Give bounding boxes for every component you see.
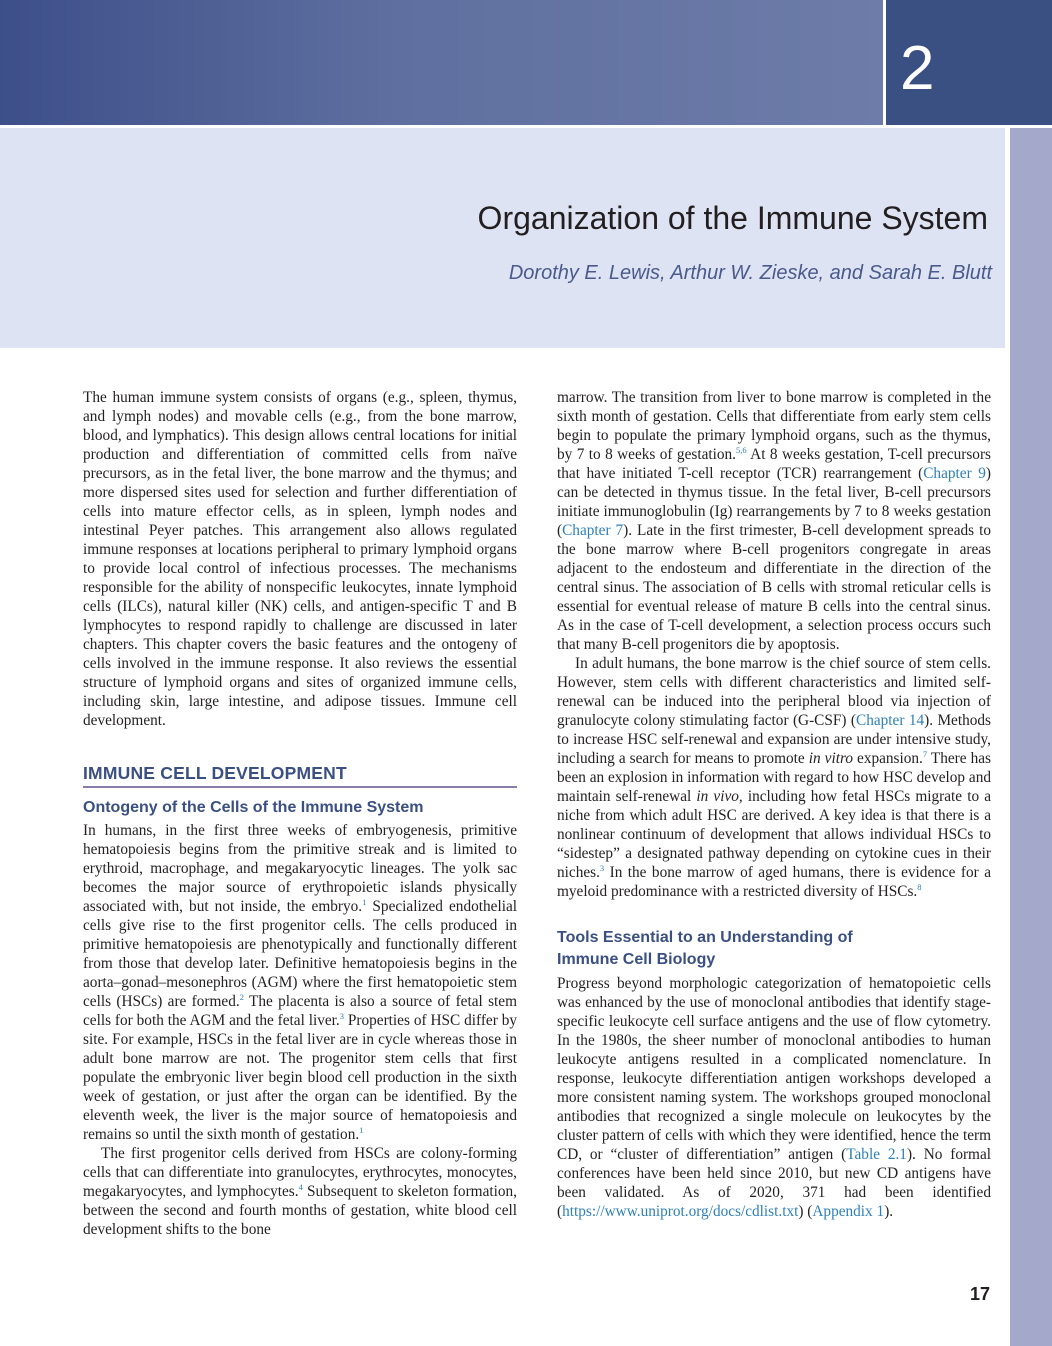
paragraph-ontogeny: In humans, in the first three weeks of embryogenesis, primitive hematopoiesis begins from the primitive streak and is limited to erythroid, macrophage, and megakaryocytic lineages. The yolk sac becomes the major source of erythropoietic islands physically associated with, but not inside, the embryo.$^1$ Specialized endothelial cells give rise to the first progenitor cells. The cells produced in primitive hematopoiesis are phenotypically and functionally different from those that develop later. Definitive hematopoiesis begins in the aorta–gonad–mesonephros (AGM) where the first hematopoietic stem cells (HSCs) are formed.$^2$ The placenta is also a source of fetal stem cells for both the AGM and the fetal liver.$^3$ Properties of HSC differ by site. For example, HSCs in the fetal liver are in cycle whereas those in adult bone marrow are not. The progenitor stem cells that first populate the embryonic liver begin blood cell production in the sixth week of gestation, or just after the organ can be identified. By the eleventh week, the liver is the major source of hematopoiesis and remains so until the sixth month of gestation.$^1$	[83, 822, 518, 1143]
left-column	[83, 388, 517, 1239]
chapter-authors: Dorothy E. Lewis, Arthur W. Zieske, and Sarah E. Blutt	[508, 262, 992, 284]
citation[interactable]: 2	[239, 991, 244, 1002]
citation[interactable]: 4	[298, 1181, 303, 1192]
section-heading: IMMUNE CELL DEVELOPMENT	[83, 764, 517, 788]
paragraph-adult-humans: In adult humans, the bone marrow is the chief source of stem cells. However, stem cells with different characteristics and limited self-renewal can be induced into the peripheral blood via injection of granulocyte colony stimulating factor (G-CSF) (Chapter 14). Methods to increase HSC self-renewal and expansion are under intensive study, including a search for means to promote in vitro expansion.$^7$ There has been an explosion in information with regard to how HSC develop and maintain self-renewal in vivo, including how fetal HSCs migrate to a niche from which adult HSC are derived. A key idea is that there is a nonlinear continuum of development that allows individual HSCs to “sidestep” a designated pathway depending on cytokine cues in their niches.$^3$ In the bone marrow of aged humans, there is evidence for a myeloid predominance with a restricted diversity of HSCs.$^8$	[557, 655, 992, 900]
citation[interactable]: 3	[339, 1010, 344, 1021]
citation[interactable]: 1	[359, 1124, 364, 1135]
chapter-9-link[interactable]: Chapter 9	[923, 465, 986, 482]
citation[interactable]: 1	[362, 896, 367, 907]
page-number: 17	[970, 1284, 991, 1304]
chapter-7-link[interactable]: Chapter 7	[562, 522, 624, 539]
chapter-number-box	[886, 0, 1052, 125]
side-strip	[1010, 128, 1052, 1346]
subheading-tools: Tools Essential to an Understanding of Immune Cell Biology	[557, 929, 853, 968]
citation[interactable]: 3	[599, 862, 605, 873]
appendix-1-link[interactable]: Appendix 1	[812, 1203, 885, 1220]
chapter-14-link[interactable]: Chapter 14	[856, 712, 925, 729]
citation[interactable]: 7	[922, 748, 928, 759]
paragraph-progenitor: The first progenitor cells derived from HSCs are colony-forming cells that can differentiate into granulocytes, erythrocytes, monocytes, megakaryocytes, and lymphocytes.$^4$ Subsequent to skeleton formation, between the second and fourth months of gestation, white blood cell development shifts to the bone	[83, 1145, 517, 1238]
intro-paragraph: The human immune system consists of organs (e.g., spleen, thymus, and lymph nodes) and movable cells (e.g., from the bone marrow, blood, and lymphatics). This design allows central locations for initial production and differentiation of committed cells from naïve precursors, as in the fetal liver, the bone marrow and the thymus; and more dispersed sites used for selection and further differentiation of cells into mature effector cells, as in spleen, lymph nodes and intestinal Peyer patches. This arrangement also allows regulated immune responses at locations peripheral to primary lymphoid organs to provide local control of infectious processes. The mechanisms responsible for the ability of nonspecific leukocytes, innate lymphoid cells (ILCs), natural killer (NK) cells, and antigen-specific T and B lymphocytes to respond rapidly to challenge are discussed in later chapters. This chapter covers the basic features and the ontogeny of cells involved in the immune response. It also reviews the essential structure of lymphoid organs and sites of organized immune cells, including skin, large intestine, and adipose tissues. Immune cell development.	[83, 389, 517, 729]
subheading-ontogeny: Ontogeny of the Cells of the Immune System	[83, 799, 424, 816]
paragraph-tools: Progress beyond morphologic categorization of hematopoietic cells was enhanced by the use of monoclonal antibodies that identify stage-specific leukocyte cell surface antigens and the use of flow cytometry. In the 1980s, the sheer number of monoclonal antibodies to human leukocyte antigens resulted in a complicated nomenclature. In response, leukocyte differentiation antigen workshops developed a more consistent naming system. The workshops grouped monoclonal antibodies that recognized a single molecule on leukocytes by the cluster pattern of cells with which they were identified, hence the term CD, or “cluster of differentiation” antigen (Table 2.1). No formal conferences have been held since 2010, but new CD antigens have been validated. As of 2020, 371 had been identified (https://www.uniprot.org/docs/cdlist.txt) (Appendix 1).	[557, 975, 991, 1220]
citation[interactable]: 5,6	[735, 444, 747, 455]
uniprot-url-link[interactable]: https://www.uniprot.org/docs/cdlist.txt	[562, 1203, 799, 1220]
paragraph-bone-marrow: marrow. The transition from liver to bone marrow is completed in the sixth month of gestation. Cells that differentiate from early stem cells begin to populate the primary lymphoid organs, such as the thymus, by 7 to 8 weeks of gestation.$^{5,6}$ At 8 weeks gestation, T-cell precursors that have initiated T-cell receptor (TCR) rearrangement (Chapter 9) can be detected in thymus tissue. In the fetal liver, B-cell precursors initiate immunoglobulin (Ig) rearrangements by 7 to 8 weeks gestation (Chapter 7). Late in the first trimester, B-cell development spreads to the bone marrow where B-cell progenitors congregate in areas adjacent to the endosteum and differentiate in the direction of the central sinus. The association of B cells with stromal reticular cells is essential for eventual release of mature B cells into the central sinus. As in the case of T-cell development, a selection process occurs such that many B-cell progenitors die by apoptosis.	[557, 389, 991, 653]
citation[interactable]: 8	[917, 881, 922, 892]
chapter-title: Organization of the Immune System	[477, 200, 988, 236]
right-column	[557, 388, 991, 1221]
title-band	[0, 128, 1005, 348]
chapter-number: 2	[900, 34, 935, 103]
table-2-1-link[interactable]: Table 2.1	[846, 1146, 907, 1163]
header-band	[0, 0, 883, 125]
